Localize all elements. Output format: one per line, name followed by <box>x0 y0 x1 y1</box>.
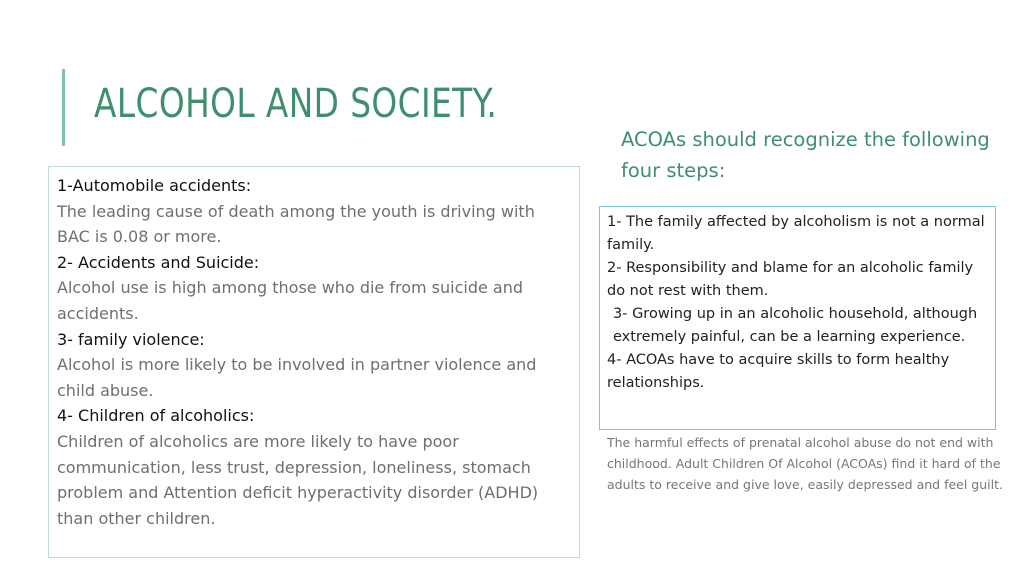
prenatal-effects-note: The harmful effects of prenatal alcohol abuse do not end with childhood. Adult Children Of Alcohol (ACOAs) find it hard of the adults to receive and give love, easily depressed and feel guilt. <box>607 435 1003 492</box>
slide-title: ALCOHOL AND SOCIETY. <box>94 81 498 127</box>
item-text-children-of-alcoholics: Children of alcoholics are more likely to have poor communication, less trust, depression, loneliness, stomach problem and Attention deficit hyperactivity disorder (ADHD) than other children. <box>57 431 539 528</box>
item-heading-children-of-alcoholics: 4- Children of alcoholics: <box>57 406 255 426</box>
step-item: 2- Responsibility and blame for an alcoholic family do not rest with them. <box>607 260 974 299</box>
item-text-family-violence: Alcohol is more likely to be involved in partner violence and child abuse. <box>57 355 537 400</box>
effects-list-box <box>48 166 580 558</box>
steps-intro: ACOAs should recognize the following four steps: <box>621 128 990 182</box>
item-heading-automobile-accidents: 1-Automobile accidents: <box>57 176 252 195</box>
item-heading-accidents-suicide: 2- Accidents and Suicide: <box>57 252 260 272</box>
step-item: 1- The family affected by alcoholism is not a normal family. <box>607 214 985 253</box>
step-item: 3- Growing up in an alcoholic household, although extremely painful, can be a learning experience. <box>613 306 978 345</box>
title-accent-bar <box>62 69 65 146</box>
item-text-accidents-suicide: Alcohol use is high among those who die from suicide and accidents. <box>57 278 524 323</box>
item-heading-family-violence: 3- family violence: <box>57 329 205 349</box>
steps-box <box>599 206 996 430</box>
item-text-automobile-accidents: The leading cause of death among the youth is driving with BAC is 0.08 or more. <box>57 201 535 247</box>
step-item: 4- ACOAs have to acquire skills to form healthy relationships. <box>607 352 950 391</box>
